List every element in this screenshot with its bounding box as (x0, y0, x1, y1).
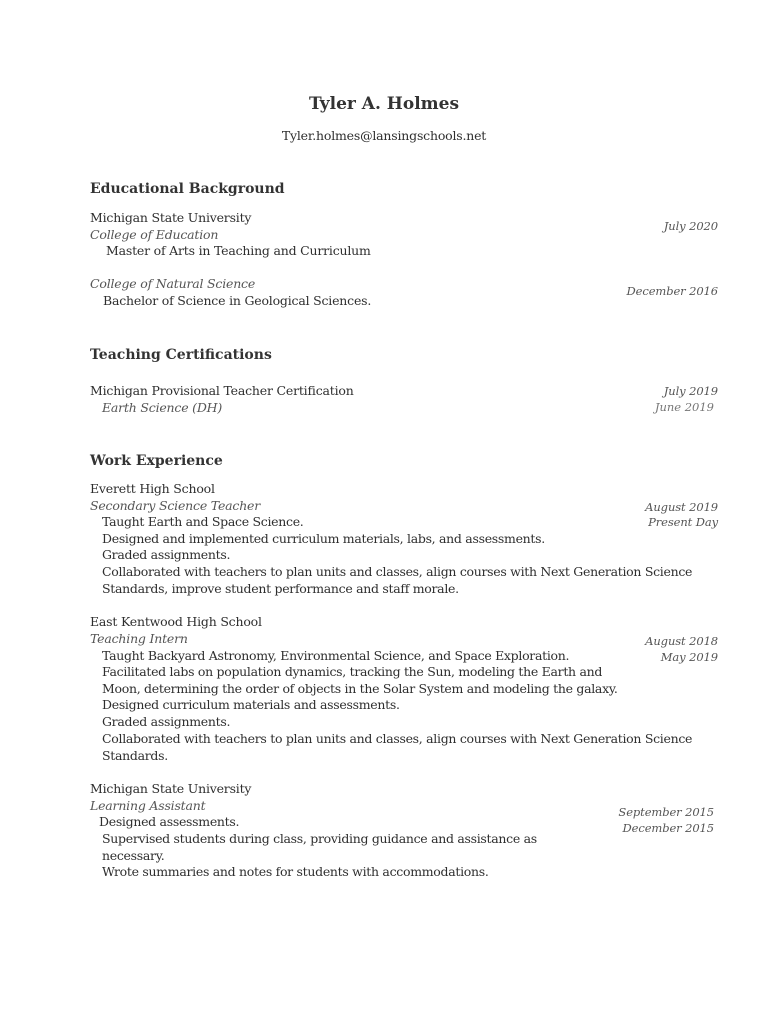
job-employer: Michigan State University (90, 781, 252, 796)
clipped-date-fragment: June 2019 (654, 400, 714, 414)
job-duty-line: Wrote summaries and notes for students with accommodations. (102, 864, 489, 879)
job-date-start: September 2015 (618, 805, 714, 819)
job-duty-line: Collaborated with teachers to plan units and classes, align courses with Next Generation Science (102, 731, 693, 746)
job-duty-line: Standards, improve student performance and staff morale. (102, 581, 459, 596)
education-college: College of Natural Science (90, 276, 256, 291)
job-date-end: May 2019 (660, 650, 718, 664)
job-date-start: August 2018 (645, 634, 718, 648)
job-employer: Everett High School (90, 481, 215, 496)
resume-name: Tyler A. Holmes (308, 94, 460, 114)
education-date: July 2020 (663, 219, 718, 233)
certification-title: Michigan Provisional Teacher Certification (90, 383, 354, 398)
job-role: Teaching Intern (90, 631, 188, 646)
job-duty-line: Moon, determining the order of objects in the Solar System and modeling the galaxy. (102, 681, 618, 696)
section-heading-work: Work Experience (90, 453, 223, 469)
job-duty-line: Designed and implemented curriculum materials, labs, and assessments. (102, 531, 545, 546)
job-duty-line: Standards. (102, 748, 168, 763)
education-degree: Master of Arts in Teaching and Curriculum (106, 243, 371, 258)
education-college: College of Education (90, 227, 219, 242)
job-duty-line: Taught Backyard Astronomy, Environmental Science, and Space Exploration. (102, 648, 570, 663)
job-duty-line: Graded assignments. (102, 714, 231, 729)
job-date-start: August 2019 (645, 500, 718, 514)
contact-email: Tyler.holmes@lansingschools.net (281, 128, 487, 143)
job-duty-line: necessary. (102, 848, 165, 863)
job-duty-line: Facilitated labs on population dynamics, tracking the Sun, modeling the Earth and (102, 664, 603, 679)
job-date-end: December 2015 (622, 821, 714, 835)
job-duty-line: Designed curriculum materials and assessments. (102, 697, 400, 712)
education-degree: Bachelor of Science in Geological Sciences. (103, 293, 372, 308)
job-duty-line: Collaborated with teachers to plan units and classes, align courses with Next Generation Science (102, 564, 693, 579)
section-heading-certifications: Teaching Certifications (90, 347, 272, 363)
job-role: Secondary Science Teacher (90, 498, 261, 513)
certification-endorsement: Earth Science (DH) (102, 400, 223, 415)
education-institution: Michigan State University (90, 210, 252, 225)
job-employer: East Kentwood High School (90, 614, 262, 629)
job-role: Learning Assistant (90, 798, 206, 813)
section-heading-education: Educational Background (90, 181, 285, 197)
job-duty-line: Supervised students during class, providing guidance and assistance as (102, 831, 537, 846)
education-date: December 2016 (626, 284, 718, 298)
job-duty-line: Designed assessments. (99, 814, 240, 829)
certification-date: July 2019 (663, 384, 718, 398)
job-date-end: Present Day (648, 515, 718, 529)
job-duty-line: Taught Earth and Space Science. (102, 514, 304, 529)
job-duty-line: Graded assignments. (102, 547, 231, 562)
